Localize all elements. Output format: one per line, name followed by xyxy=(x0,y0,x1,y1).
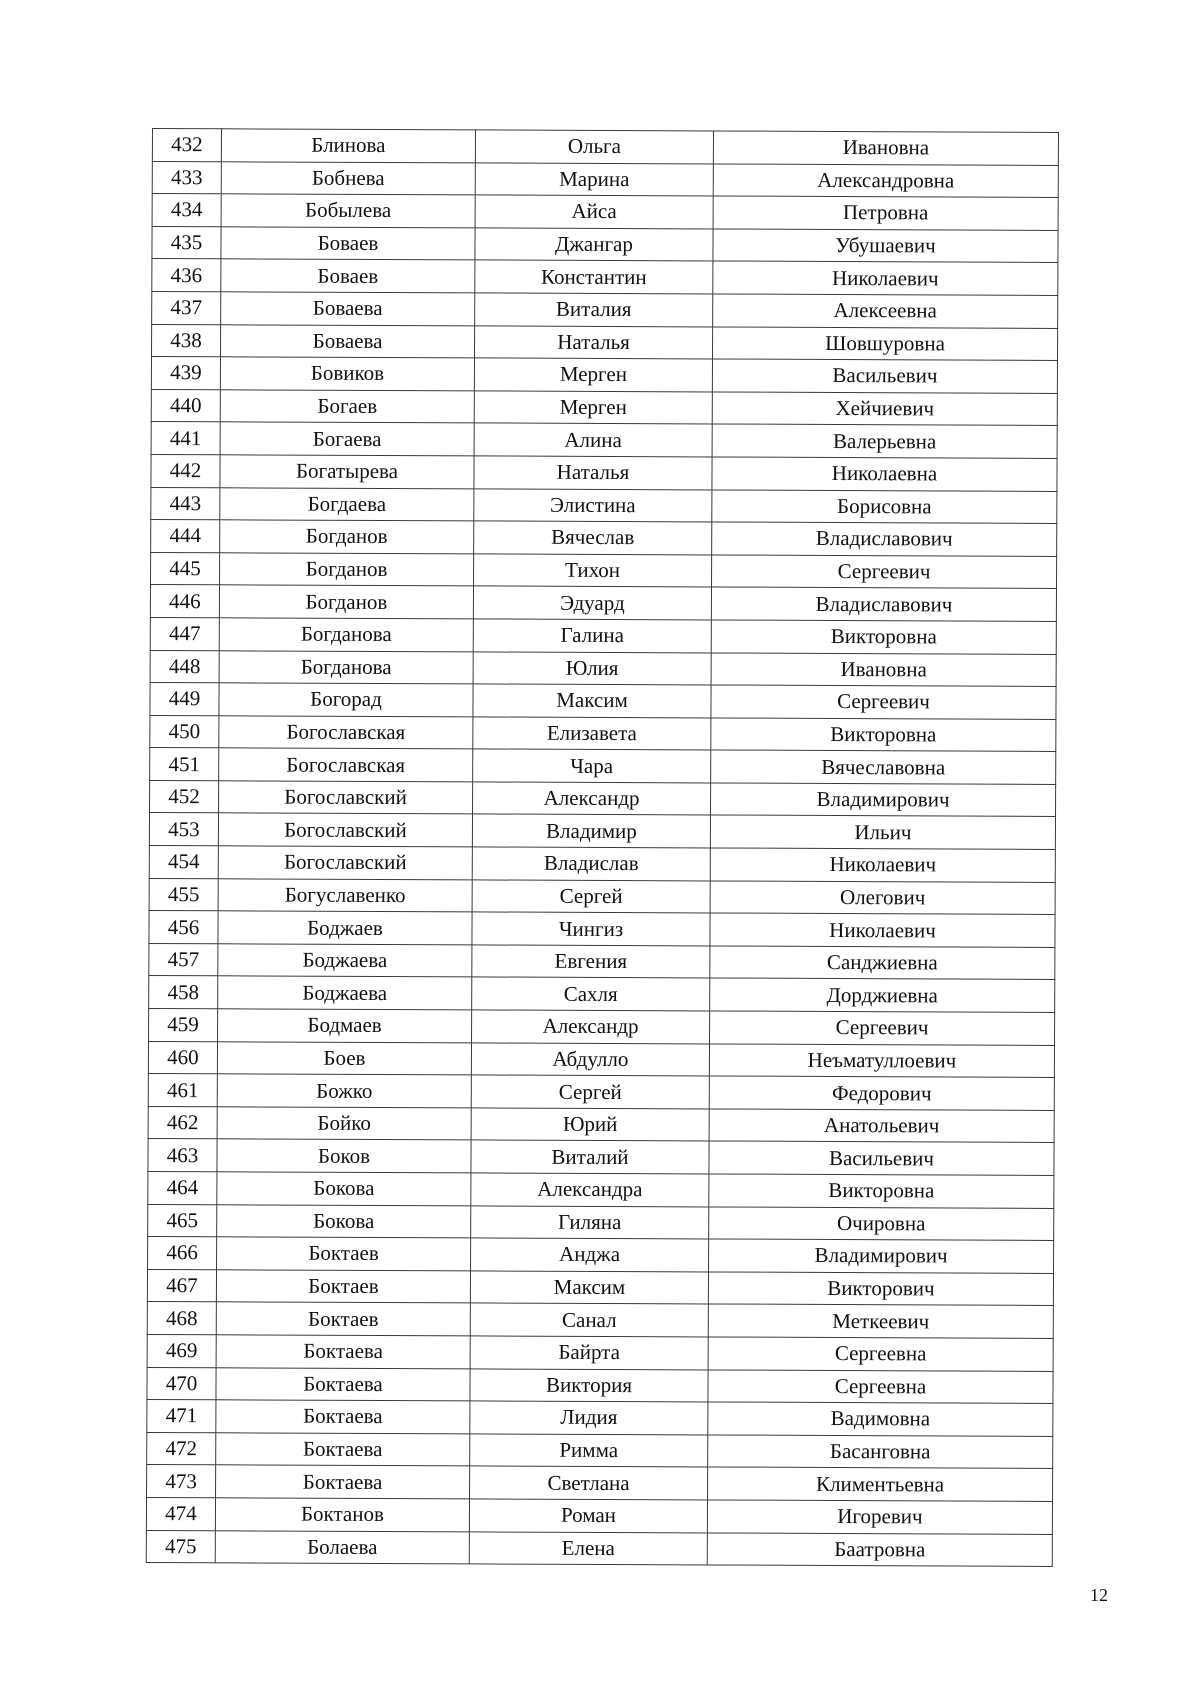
last-name-cell: Богдаева xyxy=(220,487,474,521)
patronymic-cell: Васильевич xyxy=(712,359,1057,393)
patronymic-cell: Викторовна xyxy=(711,718,1056,752)
row-number-cell: 471 xyxy=(147,1400,216,1433)
table-row xyxy=(149,878,1055,915)
table-row xyxy=(152,259,1058,296)
table-row xyxy=(149,813,1055,850)
last-name-cell: Боктаев xyxy=(216,1302,470,1336)
patronymic-cell: Очировна xyxy=(709,1207,1054,1241)
row-number-cell: 459 xyxy=(149,1009,218,1042)
table-row xyxy=(150,683,1056,720)
table-row xyxy=(152,161,1058,198)
last-name-cell: Богославский xyxy=(218,846,472,880)
table-row xyxy=(150,585,1056,622)
table-row xyxy=(149,976,1055,1013)
row-number-cell: 454 xyxy=(149,846,218,879)
patronymic-cell: Владимирович xyxy=(711,783,1056,817)
last-name-cell: Бобылева xyxy=(221,194,475,228)
first-name-cell: Александра xyxy=(471,1173,709,1207)
table-row xyxy=(147,1269,1053,1306)
row-number-cell: 435 xyxy=(152,226,221,259)
patronymic-cell: Ивановна xyxy=(711,652,1056,686)
patronymic-cell: Викторовна xyxy=(711,620,1056,654)
row-number-cell: 461 xyxy=(148,1074,217,1107)
first-name-cell: Элистина xyxy=(474,488,712,522)
last-name-cell: Боджаев xyxy=(218,911,472,945)
first-name-cell: Абдулло xyxy=(471,1043,709,1077)
patronymic-cell: Вадимовна xyxy=(708,1402,1053,1436)
row-number-cell: 469 xyxy=(147,1334,216,1367)
patronymic-cell: Александровна xyxy=(713,164,1058,198)
first-name-cell: Елена xyxy=(469,1531,707,1565)
patronymic-cell: Николаевич xyxy=(710,913,1055,947)
table-row xyxy=(150,748,1056,785)
table-row xyxy=(148,1041,1054,1078)
first-name-cell: Светлана xyxy=(470,1466,708,1500)
first-name-cell: Виталия xyxy=(475,293,713,327)
first-name-cell: Гиляна xyxy=(471,1205,709,1239)
table-row xyxy=(148,1074,1054,1111)
table-row xyxy=(150,780,1056,817)
patronymic-cell: Хейчиевич xyxy=(712,392,1057,426)
patronymic-cell: Владимирович xyxy=(709,1239,1054,1273)
first-name-cell: Владислав xyxy=(472,847,710,881)
patronymic-cell: Сергеевич xyxy=(711,685,1056,719)
table-row xyxy=(150,715,1056,752)
page-number: 12 xyxy=(1090,1585,1108,1605)
first-name-cell: Виктория xyxy=(470,1368,708,1402)
last-name-cell: Богорад xyxy=(219,683,473,717)
table-row xyxy=(150,617,1056,654)
patronymic-cell: Убушаевич xyxy=(713,229,1058,263)
first-name-cell: Байрта xyxy=(470,1336,708,1370)
first-name-cell: Мерген xyxy=(474,391,712,425)
last-name-cell: Боков xyxy=(217,1139,471,1173)
first-name-cell: Алина xyxy=(474,423,712,457)
patronymic-cell: Басанговна xyxy=(708,1435,1053,1469)
last-name-cell: Блинова xyxy=(221,129,475,163)
patronymic-cell: Вячеславовна xyxy=(711,750,1056,784)
row-number-cell: 464 xyxy=(148,1171,217,1204)
last-name-cell: Боктаева xyxy=(216,1335,470,1369)
first-name-cell: Джангар xyxy=(475,228,713,262)
row-number-cell: 455 xyxy=(149,878,218,911)
row-number-cell: 446 xyxy=(150,585,219,618)
row-number-cell: 460 xyxy=(148,1041,217,1074)
patronymic-cell: Викторович xyxy=(708,1272,1053,1306)
first-name-cell: Сахля xyxy=(472,977,710,1011)
first-name-cell: Максим xyxy=(470,1271,708,1305)
row-number-cell: 432 xyxy=(152,129,221,162)
row-number-cell: 474 xyxy=(146,1497,215,1530)
row-number-cell: 453 xyxy=(149,813,218,846)
last-name-cell: Богданов xyxy=(220,520,474,554)
first-name-cell: Александр xyxy=(473,782,711,816)
patronymic-cell: Федорович xyxy=(709,1076,1054,1110)
last-name-cell: Боваев xyxy=(221,227,475,261)
last-name-cell: Бокова xyxy=(217,1204,471,1238)
table-row xyxy=(147,1465,1053,1502)
last-name-cell: Боваева xyxy=(221,324,475,358)
patronymic-cell: Петровна xyxy=(713,196,1058,230)
patronymic-cell: Дорджиевна xyxy=(710,978,1055,1012)
table-row xyxy=(146,1530,1052,1567)
row-number-cell: 458 xyxy=(149,976,218,1009)
patronymic-cell: Васильевич xyxy=(709,1141,1054,1175)
row-number-cell: 433 xyxy=(152,161,221,194)
first-name-cell: Чара xyxy=(473,749,711,783)
last-name-cell: Боджаева xyxy=(218,976,472,1010)
patronymic-cell: Сергеевич xyxy=(712,555,1057,589)
table-row xyxy=(151,389,1057,426)
table-row xyxy=(151,552,1057,589)
last-name-cell: Боктаева xyxy=(216,1433,470,1467)
patronymic-cell: Меткеевич xyxy=(708,1304,1053,1338)
first-name-cell: Анджа xyxy=(471,1238,709,1272)
first-name-cell: Марина xyxy=(475,163,713,197)
row-number-cell: 434 xyxy=(152,194,221,227)
table-row xyxy=(151,454,1057,491)
patronymic-cell: Шовшуровна xyxy=(712,327,1057,361)
first-name-cell: Константин xyxy=(475,260,713,294)
patronymic-cell: Олегович xyxy=(710,881,1055,915)
last-name-cell: Боваева xyxy=(221,292,475,326)
table-row xyxy=(148,1237,1054,1274)
first-name-cell: Наталья xyxy=(474,325,712,359)
patronymic-cell: Климентьевна xyxy=(708,1467,1053,1501)
row-number-cell: 475 xyxy=(146,1530,215,1563)
patronymic-cell: Сергеевич xyxy=(710,1011,1055,1045)
row-number-cell: 448 xyxy=(150,650,219,683)
patronymic-cell: Алексеевна xyxy=(713,294,1058,328)
table-row xyxy=(149,943,1055,980)
row-number-cell: 441 xyxy=(151,422,220,455)
last-name-cell: Боктаева xyxy=(216,1367,470,1401)
row-number-cell: 465 xyxy=(148,1204,217,1237)
first-name-cell: Виталий xyxy=(471,1140,709,1174)
row-number-cell: 445 xyxy=(151,552,220,585)
last-name-cell: Боктаев xyxy=(216,1270,470,1304)
first-name-cell: Тихон xyxy=(474,554,712,588)
row-number-cell: 473 xyxy=(147,1465,216,1498)
table-row xyxy=(147,1432,1053,1469)
patronymic-cell: Викторовна xyxy=(709,1174,1054,1208)
patronymic-cell: Ильич xyxy=(710,815,1055,849)
first-name-cell: Елизавета xyxy=(473,717,711,751)
first-name-cell: Санал xyxy=(470,1303,708,1337)
last-name-cell: Богданов xyxy=(219,585,473,619)
last-name-cell: Бовиков xyxy=(220,357,474,391)
first-name-cell: Сергей xyxy=(472,880,710,914)
first-name-cell: Владимир xyxy=(472,814,710,848)
patronymic-cell: Сергеевна xyxy=(708,1337,1053,1371)
table-body xyxy=(146,129,1058,1567)
row-number-cell: 462 xyxy=(148,1106,217,1139)
first-name-cell: Мерген xyxy=(474,358,712,392)
table-row xyxy=(152,291,1058,328)
table-row xyxy=(152,129,1058,166)
last-name-cell: Божко xyxy=(217,1074,471,1108)
table-row xyxy=(151,487,1057,524)
row-number-cell: 449 xyxy=(150,683,219,716)
last-name-cell: Богданова xyxy=(219,618,473,652)
row-number-cell: 444 xyxy=(151,520,220,553)
row-number-cell: 442 xyxy=(151,454,220,487)
first-name-cell: Александр xyxy=(472,1010,710,1044)
first-name-cell: Юлия xyxy=(473,651,711,685)
table-row xyxy=(148,1139,1054,1176)
last-name-cell: Богданова xyxy=(219,650,473,684)
row-number-cell: 447 xyxy=(150,617,219,650)
last-name-cell: Богаева xyxy=(220,422,474,456)
patronymic-cell: Николаевна xyxy=(712,457,1057,491)
last-name-cell: Богославская xyxy=(219,715,473,749)
first-name-cell: Айса xyxy=(475,195,713,229)
patronymic-cell: Санджиевна xyxy=(710,946,1055,980)
last-name-cell: Богатырева xyxy=(220,455,474,489)
table-row xyxy=(146,1497,1052,1534)
last-name-cell: Бокова xyxy=(217,1172,471,1206)
row-number-cell: 439 xyxy=(151,357,220,390)
patronymic-cell: Баатровна xyxy=(707,1532,1052,1566)
first-name-cell: Чингиз xyxy=(472,912,710,946)
table-row xyxy=(152,194,1058,231)
table-row xyxy=(148,1171,1054,1208)
patronymic-cell: Владиславович xyxy=(712,522,1057,556)
last-name-cell: Богданов xyxy=(220,553,474,587)
last-name-cell: Болаева xyxy=(215,1530,469,1564)
row-number-cell: 443 xyxy=(151,487,220,520)
table-row xyxy=(148,1106,1054,1143)
last-name-cell: Богославский xyxy=(219,781,473,815)
last-name-cell: Бодмаев xyxy=(218,1009,472,1043)
first-name-cell: Максим xyxy=(473,684,711,718)
table-row xyxy=(151,520,1057,557)
row-number-cell: 472 xyxy=(147,1432,216,1465)
first-name-cell: Сергей xyxy=(471,1075,709,1109)
first-name-cell: Вячеслав xyxy=(474,521,712,555)
patronymic-cell: Ивановна xyxy=(713,131,1058,165)
row-number-cell: 438 xyxy=(152,324,221,357)
table-row xyxy=(147,1334,1053,1371)
row-number-cell: 470 xyxy=(147,1367,216,1400)
row-number-cell: 468 xyxy=(147,1302,216,1335)
row-number-cell: 437 xyxy=(152,291,221,324)
first-name-cell: Евгения xyxy=(472,945,710,979)
row-number-cell: 451 xyxy=(150,748,219,781)
table-row xyxy=(149,846,1055,883)
first-name-cell: Галина xyxy=(473,619,711,653)
last-name-cell: Боктаев xyxy=(217,1237,471,1271)
row-number-cell: 440 xyxy=(151,389,220,422)
row-number-cell: 466 xyxy=(148,1237,217,1270)
table-row xyxy=(148,1204,1054,1241)
table-row xyxy=(147,1367,1053,1404)
first-name-cell: Римма xyxy=(470,1434,708,1468)
table-row xyxy=(147,1302,1053,1339)
table-row xyxy=(151,422,1057,459)
row-number-cell: 436 xyxy=(152,259,221,292)
last-name-cell: Боваев xyxy=(221,259,475,293)
last-name-cell: Бобнева xyxy=(221,161,475,195)
last-name-cell: Богаев xyxy=(220,390,474,424)
last-name-cell: Боджаева xyxy=(218,944,472,978)
last-name-cell: Боктаева xyxy=(216,1400,470,1434)
row-number-cell: 463 xyxy=(148,1139,217,1172)
row-number-cell: 452 xyxy=(150,780,219,813)
name-list-table xyxy=(146,128,1059,1567)
patronymic-cell: Борисовна xyxy=(712,489,1057,523)
table-row xyxy=(149,911,1055,948)
patronymic-cell: Николаевич xyxy=(713,261,1058,295)
patronymic-cell: Николаевич xyxy=(710,848,1055,882)
patronymic-cell: Неъматуллоевич xyxy=(709,1044,1054,1078)
table-row xyxy=(151,357,1057,394)
row-number-cell: 467 xyxy=(147,1269,216,1302)
first-name-cell: Юрий xyxy=(471,1108,709,1142)
first-name-cell: Наталья xyxy=(474,456,712,490)
table-row xyxy=(152,226,1058,263)
last-name-cell: Боктаева xyxy=(216,1465,470,1499)
patronymic-cell: Сергеевна xyxy=(708,1370,1053,1404)
last-name-cell: Богославская xyxy=(219,748,473,782)
row-number-cell: 456 xyxy=(149,911,218,944)
last-name-cell: Бойко xyxy=(217,1107,471,1141)
row-number-cell: 457 xyxy=(149,943,218,976)
last-name-cell: Богуславенко xyxy=(218,878,472,912)
table-row xyxy=(147,1400,1053,1437)
first-name-cell: Роман xyxy=(469,1499,707,1533)
table-row xyxy=(152,324,1058,361)
table-row xyxy=(149,1009,1055,1046)
patronymic-cell: Анатольевич xyxy=(709,1109,1054,1143)
first-name-cell: Лидия xyxy=(470,1401,708,1435)
row-number-cell: 450 xyxy=(150,715,219,748)
last-name-cell: Боев xyxy=(217,1041,471,1075)
last-name-cell: Боктанов xyxy=(215,1498,469,1532)
patronymic-cell: Валерьевна xyxy=(712,424,1057,458)
first-name-cell: Эдуард xyxy=(473,586,711,620)
table-row xyxy=(150,650,1056,687)
patronymic-cell: Игоревич xyxy=(707,1500,1052,1534)
last-name-cell: Богославский xyxy=(218,813,472,847)
first-name-cell: Ольга xyxy=(475,130,713,164)
patronymic-cell: Владиславович xyxy=(711,587,1056,621)
